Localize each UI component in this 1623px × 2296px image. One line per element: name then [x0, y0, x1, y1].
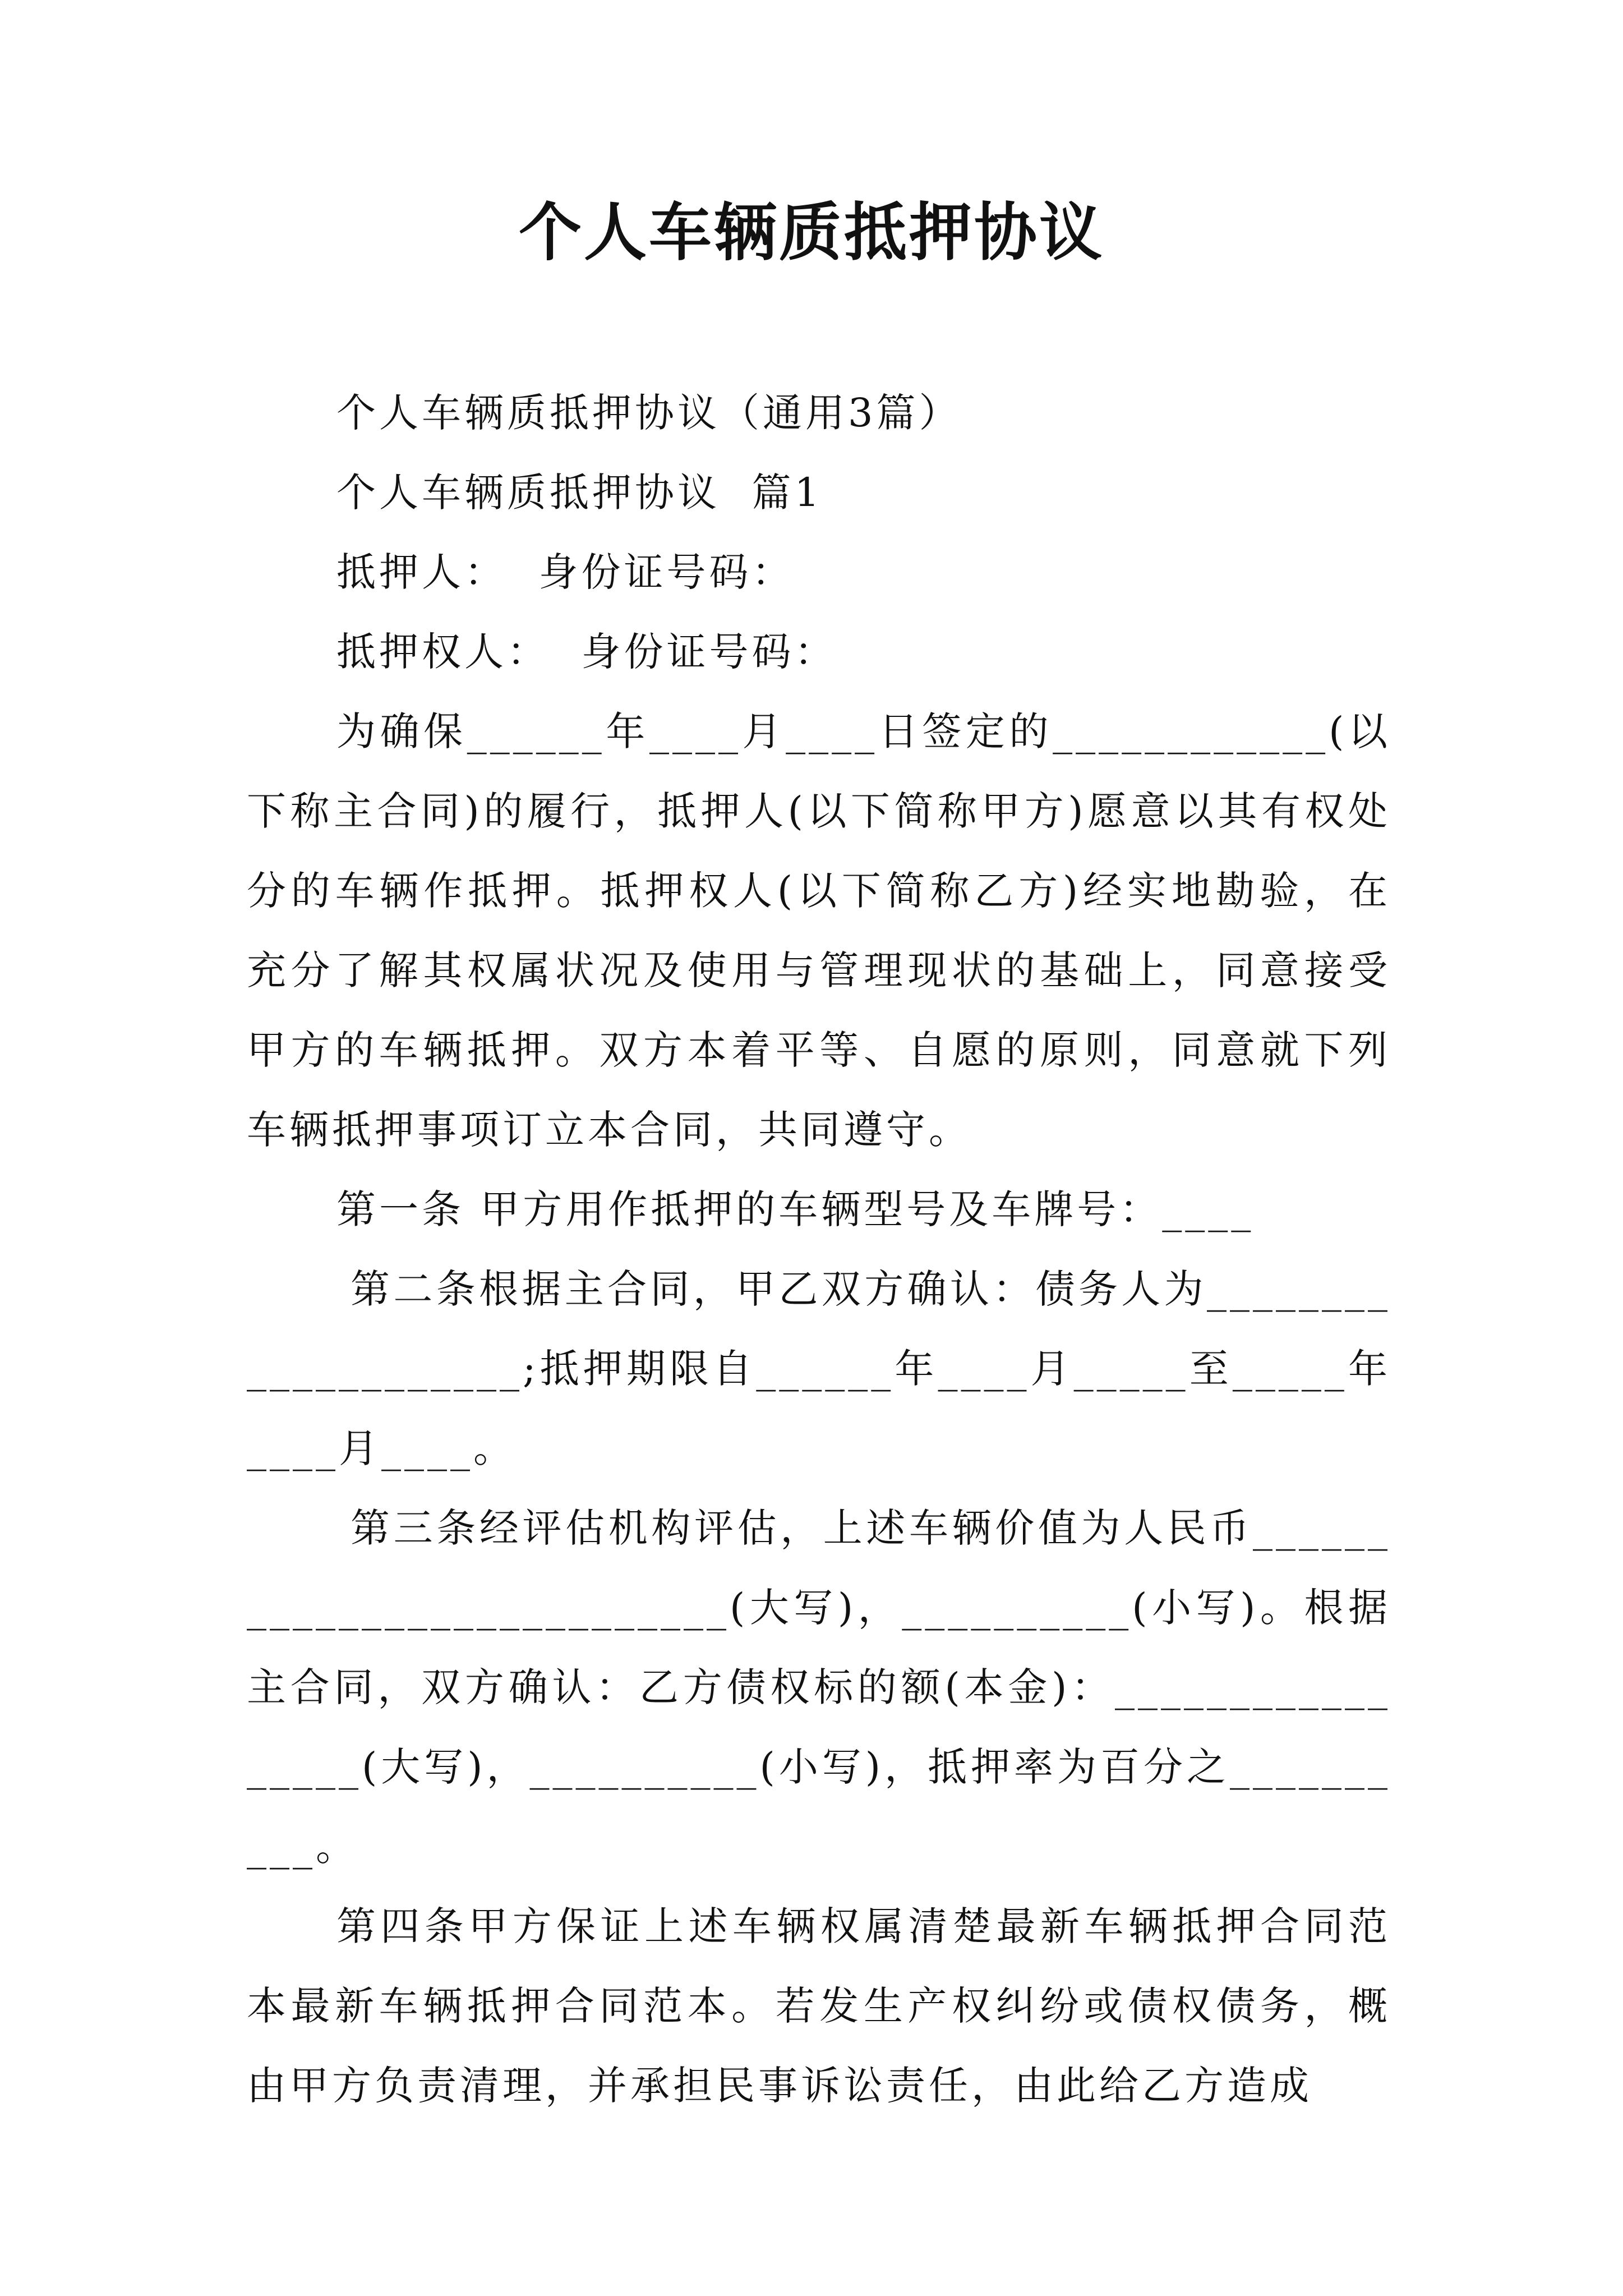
subtitle-paragraph: 个人车辆质抵押协议（通用3篇） [336, 390, 962, 436]
article-2-paragraph: 第二条根据主合同，甲乙双方确认：债务人为____________________;抵押期限自______年____月_____至_____年____月____。 [247, 1266, 1391, 1471]
mortgagee-line: 抵押权人： 身份证号码： [336, 629, 837, 675]
mortgagor-line: 抵押人： 身份证号码： [336, 549, 795, 595]
article-4-paragraph: 第四条甲方保证上述车辆权属清楚最新车辆抵押合同范本最新车辆抵押合同范本。若发生产权纠纷或债权债务，概由甲方负责清理，并承担民事诉讼责任，由此给乙方造成 [247, 1903, 1391, 2109]
document-body [247, 373, 1391, 2125]
preamble-paragraph: 为确保______年____月____日签定的____________(以下称主合同)的履行，抵押人(以下简称甲方)愿意以其有权处分的车辆作抵押。抵押权人(以下简称乙方)经实地勘验，在充分了解其权属状况及使用与管理现状的基础上，同意接受甲方的车辆抵押。双方本着平等、自愿的原则，同意就下列车辆抵押事项订立本合同，共同遵守。 [247, 708, 1391, 1153]
article-3-paragraph: 第三条经评估机构评估，上述车辆价值为人民币___________________________(大写)，__________(小写)。根据主合同，双方确认：乙方债权标的额(本金)：_________________(大写)，__________(小写)，抵押率为百分之__________。 [247, 1505, 1391, 1870]
article-1-paragraph: 第一条 甲方用作抵押的车辆型号及车牌号：____ [336, 1186, 1255, 1232]
section-heading: 个人车辆质抵押协议 篇1 [336, 470, 823, 516]
document-title: 个人车辆质抵押协议 [519, 196, 1104, 269]
